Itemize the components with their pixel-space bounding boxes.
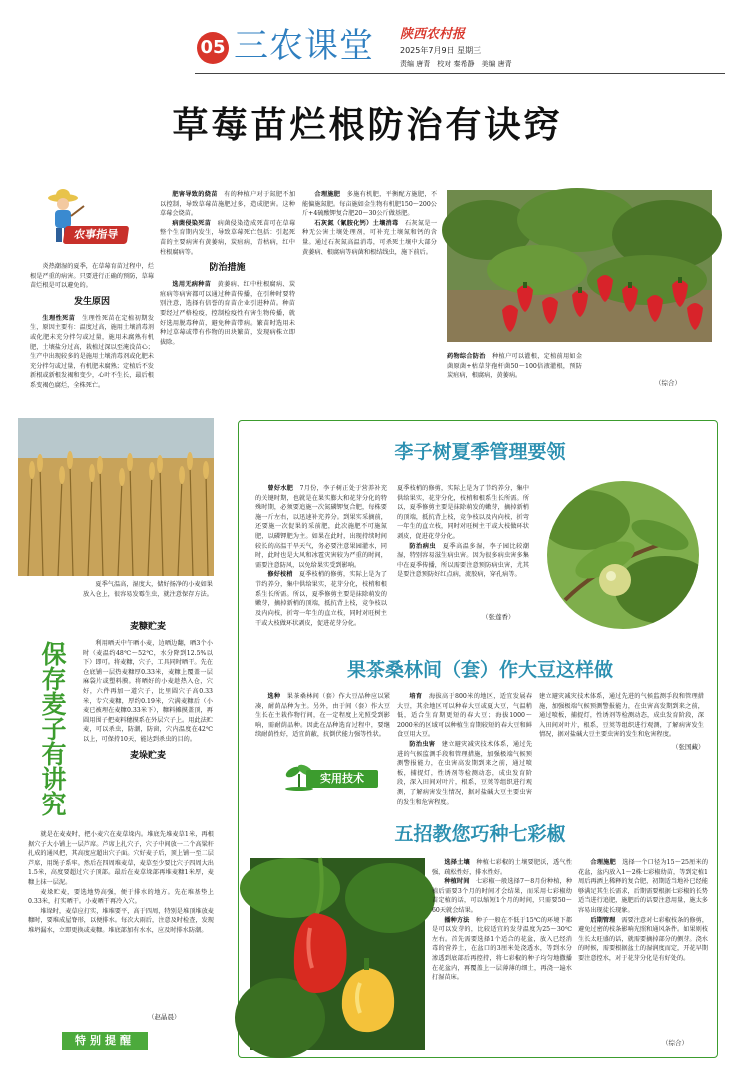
kw-physiological: 生理性死苗	[42, 314, 76, 322]
kw-sowing: 播种方法	[444, 916, 470, 924]
wheat-col-1	[83, 616, 213, 828]
kw-fertilize: 合理施肥	[590, 859, 616, 866]
pepper-p2	[432, 877, 572, 915]
kw-healthy-seedlings: 选用无病种苗	[172, 281, 212, 289]
farming-guide-badge: 农事指导	[63, 226, 130, 244]
heading-measures: 防治措施	[209, 263, 246, 274]
strawberry-col-2	[160, 190, 295, 390]
strawberry-p2-text: 有的种植户对于氮肥不加以控制，导致草莓苗施肥过多，造成肥害。这种草莓会烧苗。	[160, 191, 296, 218]
pepper-p5-text: 需要注意对七彩椒枝条的修剪，避免过密的枝条影响光照和通风条件。如果则枝生长太旺盛的话，就需要摘掉部分的侧芽。浇水的时候，需要根据盆土的湿润度而定，开花早期要注意控水，对于花芽分化是有好处的。	[578, 916, 709, 963]
kw-timing: 种植时间	[444, 878, 470, 886]
plum-p1	[255, 484, 387, 570]
strawberry-p2	[160, 190, 295, 219]
kw-pest-control: 防治病虫	[409, 542, 437, 550]
pepper-photo	[250, 858, 425, 1050]
strawberry-p5	[302, 190, 437, 219]
kw-pruning: 修好枝梢	[267, 571, 293, 579]
wheat-p2: 就是在麦麦时，把小麦穴在麦草垛内。堆底先堆麦草1米，再根据穴子大小铺上一层芦席。芦席上扎穴子，穴子中间放一二个高粱秆扎成的通风把，其高度应超出穴子面。穴好麦子后，顶上铺一至二层芦席，用绳子系牢。然后在四周堆麦草，麦草至少要比穴子四周大出1.5米，高度要超过穴子顶部。最后在麦草垛部再堆麦糠1米厚，麦糠上抹一层泥。	[28, 831, 214, 887]
wheat-photo	[18, 418, 214, 576]
bean-col-2	[397, 692, 533, 806]
issue-date: 2025年7月9日 星期三	[400, 46, 482, 55]
bean-p1-text: 果茶桑林间（套）作大豆品种应以紧凑，耐荫品种为主。另外，由于间（套）作大豆生长在主栽作物行间，在一定程度上光照受到影响，需耐荫品种。因此在品种选育过程中，要继续耐荫性好，适宜荫蔽，抗倒伏能力强等性状。	[255, 693, 391, 739]
editor-credits: 责编 唐青 校对 秦希静 美编 唐青	[400, 60, 512, 68]
kw-soil: 选择土壤	[444, 859, 470, 866]
bean-signature: （张国藏）	[672, 743, 705, 751]
wheat-p3: 麦垛贮麦，要选地势高强，便于排水的地方。先在堆基垫上0.33米，打实晒干。小麦晒干再冷入穴。	[28, 888, 214, 906]
plum-p2-text: 夏季枝梢的修剪，实际上是为了节约养分，集中供给果实，花芽分化，枝梢和根系生长所需。所以，夏季修剪主要是抹除萌发的嫩芽，摘掉新梢的顶端，抵抗背上枝，竞争枝以及内向枝，折弯一年生的直立枝，同时对旺树主干或大枝做环状剥皮，促进花芽分化。	[255, 571, 388, 627]
bean-p3-cont: 建立避灾减灾技术体系，通过先进的气候监测手段和管理措施，加强极端气候预测警报能力，在虫害高发期到来之前，通过喷板，捕捉灯，性诱剂等检测动态，成虫发育阶段，深入田间对叶片，根系，豆荚等组织进行观测，了解病害发生情况，据对盐碱大豆主要虫害的发生和危害程度。	[539, 693, 704, 739]
kw-cultivation: 培育	[409, 693, 423, 700]
strawberry-signature: （综合）	[655, 379, 681, 387]
pepper-col-2	[578, 858, 708, 1038]
strawberry-p3-text: 病菌侵染造成死苗可在草莓整个生育期内发生，导致草莓死亡包括：引起死苗的主要病害有黄萎病，炭疽病，青枯病，红中柱根腐病等。	[160, 219, 296, 256]
practical-tech-badge: 实用技术	[306, 770, 378, 788]
section-title: 三农课堂	[234, 26, 374, 66]
header-rule	[195, 73, 725, 74]
strawberry-col-3	[302, 190, 437, 390]
strawberry-p1	[30, 314, 154, 391]
strawberry-p5-text: 多施有机肥，平衡配方施肥，不能偏施氮肥。每亩施如金生物有机肥150～200公斤+4硫酸钾复合肥20～30公斤做基肥。	[302, 191, 438, 218]
strawberry-p6-text: 石灰氮是一种无公害土壤处理剂，可补充土壤氮和钙的含量。通过石灰氮高温消毒，可杀死土壤中大部分黄萎病、根腐病等病菌和根结线虫，施下前后。	[302, 219, 438, 256]
wheat-signature: （赵晶晨）	[148, 1013, 181, 1021]
plum-photo	[545, 480, 701, 630]
strawberry-p4-text: 黄萎病、红中柱根腐病、炭疽病等病害都可以通过种苗传播，在引种时要特别注意，选择有信誉的育苗企业引进种苗。种苗要经过严格检疫，控制检疫性有害生物传播，就好选用脱毒种苗，避免种苗带病。繁苗时选用未种过草莓或带有作物的田块繁苗，发现病株立即拔除。	[160, 281, 296, 346]
heading-husk-storage: 麦糠贮麦	[129, 622, 166, 632]
strawberry-p6	[302, 219, 437, 257]
plum-p3	[397, 542, 529, 580]
newspaper-logo: 陕西农村报	[400, 27, 466, 42]
pepper-p4	[578, 858, 708, 916]
pepper-p1-text: 种植七彩椒的土壤要肥沃，透气性强，疏松性好，排水性好。	[432, 859, 572, 876]
strawberry-p1-text: 生理性死苗在定植初期发生，原因主要有：温度过高，施用土壤消毒剂或化肥未充分拌匀或过量，施用未腐熟有机肥，土壤盐分过高，栽植过深以至淹没苗心；生产中出现较多的是施用土壤消毒剂或化肥未充分拌匀或过量，有机肥未腐熟；定植后不发新根或新根发褐和变少，心叶不生长，最后根系变褐色腐烂，全株死亡。	[30, 314, 155, 390]
kw-water-fert: 曾好水肥	[267, 485, 294, 492]
plum-p3-text: 夏季高温多湿，李子园比较潮湿，特别容易滋生病虫害。因为很多病虫害多集中在夏季传播，所以需要注意预防病虫害，尤其是要注意预防好红点病，流胶病，穿孔病等。	[397, 542, 529, 579]
strawberry-p4	[160, 280, 295, 347]
pepper-col-1	[432, 858, 572, 1050]
pepper-p4-text: 选择一个口径为15～25厘米的花盆，盆内放入1～2株七彩椒幼苗，等到定植1周后再洒上稀释的复合肥，初期适当地补已经能够满足其生长需求，后期需要根据七彩椒的长势适当进行追肥，施肥后的话要注意用量，施太多容易出现徒长现象。	[578, 859, 709, 915]
plum-p1-text: 7月份，李子树正处于营养补充的关键时期，也就是在果实膨大和花芽分化的特殊时期，必须要追施一次氮磷钾复合肥，每株要施一斤左右，以迅速补充养分。到果实采摘前，还要施一次促果的采前肥，此次施肥不可施氮肥，以磷钾肥为主。如果在此时，出现持续时间较长的高温干旱天气，务必要注意果园灌水，同时，此时也是大风和冰雹灾害较为严重的时间，需要注意防风，以免给果实受到影响。	[255, 485, 388, 569]
kw-late-care: 后期管理	[590, 916, 616, 924]
plum-col-1	[255, 484, 387, 626]
wheat-p4: 堆垛时，麦草应打实，堆堆要平，高于四周，特别是堆顶堆放麦糠时，要堆成屋脊形，以便排水。每次大雨后，注意及时检查，发现堆坍漏水，立即更换或麦糠。堆底部加有水水，应及时排水防潮。	[28, 907, 214, 935]
plum-col-2	[397, 484, 529, 616]
strawberry-col-1	[30, 262, 154, 390]
kw-soil-disinfection: 石灰氮（氰胺化钙）土壤消毒	[314, 219, 399, 227]
kw-variety: 选种	[267, 693, 281, 700]
bean-p1	[255, 692, 390, 740]
pepper-p5	[578, 916, 708, 964]
heading-causes: 发生原因	[73, 296, 110, 307]
pepper-p1	[432, 858, 572, 877]
wheat-intro-text: 夏季气温高，湿度大，储好扬净的小麦如果放入仓上，很容易发霉生虫，就注意保存方法。	[83, 581, 213, 598]
bean-title: 果茶桑林间（套）作大豆这样做	[346, 659, 613, 681]
pepper-signature: （综合）	[662, 1039, 688, 1047]
strawberry-intro: 炎热潮湿的夏季，在草莓育苗过程中，烂根是严重的病害。只要进行正确的预防，草莓苗烂根是可以避免的。	[30, 263, 154, 290]
wheat-p1: 利用晒天中午晒小麦，边晒边翻，晒3个小时（麦温约48℃～52℃，水分降到12.5%以下）即可。将麦糠，穴子，工具同时晒干。先在仓底铺一层热麦糠厚0.33米，麦糠上覆盖一层麻袋片或塑料膜。将晒好的小麦趁热入仓，穴好，六件再加一道穴子，比里圆穴子高0.33米，专穴麦糠，厚约0.19米，穴满麦糠后（小麦已被埋在麦糠0.33米下），糠料摊摸盖顶，再圆用围子把麦料穗摸系在外层穴子上。用此法贮麦，可以杀虫，防潮，防窗，穴内温度在42℃以上，可保持10天，能达到杀虫的目的。	[83, 639, 213, 744]
bean-col-1	[255, 692, 390, 758]
kw-comprehensive: 药物综合防治	[447, 353, 486, 360]
bean-p2-text: 海拔高于800米的地区，适宜发展春大豆，其余地区可以种春大豆或夏大豆，气温稍低，适合生育期更短的春大豆；海拔1000～2000米的区域可以种植生育期较短的春大豆和鲜食豆用大豆。	[397, 693, 533, 739]
kw-pathogen: 病菌侵染死苗	[172, 219, 212, 227]
pepper-p3-text: 种子一般在不低于15℃的环境下都是可以发芽的，比较适宜的发芽温度为25～30℃左右。首先需要选择1个适合的花盆，放入已经消毒的营养土，在盆口的3厘米处浇透水，等到水分渗透到底部后再控持，将七彩椒的种子均匀地撒播在花盆内，再覆盖上一层薄薄的细土，再浇一遍水打湿苗床。	[432, 916, 573, 982]
plum-title: 李子树夏季管理要领	[394, 441, 566, 463]
strawberry-p3	[160, 219, 295, 257]
wheat-intro	[83, 580, 213, 616]
main-headline: 草莓苗烂根防治有诀窍	[172, 104, 563, 146]
strawberry-col-4	[447, 352, 582, 394]
kw-fertilizer-burn: 肥害导致的烧苗	[172, 191, 218, 198]
plum-p2	[255, 570, 387, 628]
strawberry-photo	[447, 190, 712, 342]
strawberry-p7-text: 种植户可以灌根，定植前用如金菌原菌+枯草芽孢杆菌50～100倍液灌根，预防炭疽病，根腐病，黄萎病。	[447, 353, 583, 380]
special-reminder-badge: 特别提醒	[62, 1032, 148, 1050]
pepper-p3	[432, 916, 572, 983]
pepper-title: 五招教您巧种七彩椒	[394, 823, 566, 845]
wheat-vertical-title: 保存麦子有讲究	[38, 640, 67, 816]
wheat-col-2	[28, 830, 214, 1020]
heading-stack-storage: 麦垛贮麦	[129, 750, 166, 761]
bean-p3	[397, 740, 532, 807]
bean-p3-text: 建立避灾减灾技术体系，通过先进的气候监测手段和管理措施，加强极端气候预测警报能力，在虫害高发期到来之前，通过喷板，捕捉灯，性诱剂等检测动态，成虫发育阶段，深入田间对叶片，根系，豆荚等组织进行观测，了解病害发生情况，据对盐碱大豆主要虫害的发生和危害程度。	[397, 741, 533, 806]
pepper-p2-text: 七彩椒一般选择7～8月份种植，种植后需要3个月的时间才会结果，而采用七彩椒幼苗定植的话，可以缩短1个月的时间，只需要50～60天就会结果。	[432, 878, 573, 915]
plum-signature: （张莲香）	[482, 613, 515, 621]
strawberry-p6-cont	[447, 352, 582, 381]
plum-p2-cont: 夏季枝梢的修剪，实际上是为了节约养分，集中供给果实，花芽分化，枝梢和根系生长所需。所以，夏季修剪主要是抹除萌发的嫩芽，摘掉新梢的顶端，抵抗背上枝，竞争枝以及内向枝，折弯一年生的直立枝，同时对旺树主干或大枝做环状剥皮，促进花芽分化。	[397, 485, 529, 541]
bean-p2	[397, 692, 532, 740]
kw-fertilizing: 合理施肥	[314, 191, 341, 198]
page-number-badge: 05	[197, 32, 229, 64]
kw-insects: 防治虫害	[409, 741, 436, 749]
